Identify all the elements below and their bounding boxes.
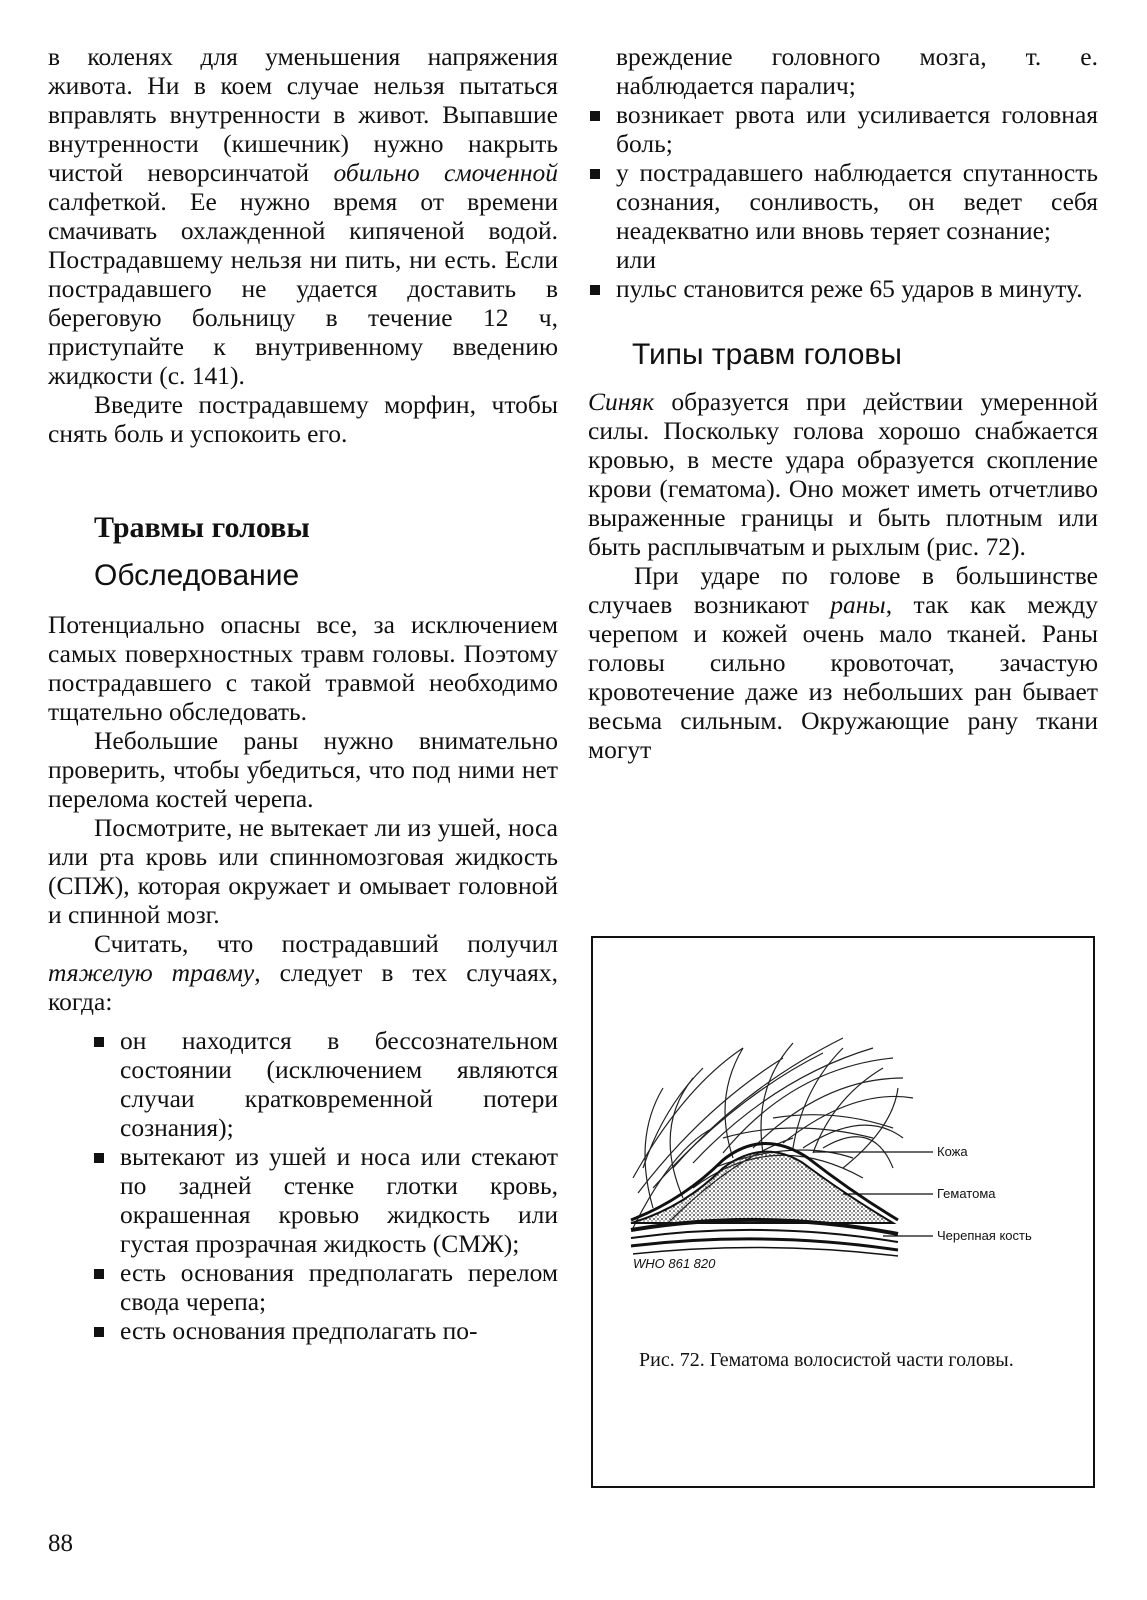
right-column xyxy=(588,42,1098,764)
paragraph: При ударе по голове в большинстве случаев возникают раны, так как между черепом и кожей очень мало тканей. Раны головы сильно кровоточат, зачастую кровотечение даже из небольших ран бывает весьма сильным. Окружающие рану ткани могут xyxy=(588,561,1098,764)
paragraph: вреждение головного мозга, т. е. наблюдается паралич; xyxy=(616,42,1098,100)
list-item: есть основания предполагать перелом свода черепа; xyxy=(92,1258,558,1316)
list-item: пульс становится реже 65 ударов в минуту. xyxy=(588,274,1098,303)
label-skin: Кожа xyxy=(937,1144,968,1159)
section-title: Травмы головы xyxy=(94,511,310,544)
list-item: у пострадавшего наблюдается спутанность сознания, сонливость, он ведет себя неадекватно или вновь теряет сознание; xyxy=(588,158,1098,245)
figure-code: WHO 861 820 xyxy=(633,1256,716,1271)
paragraph: Синяк образуется при действии умеренной силы. Поскольку голова хорошо снабжается кровью, в месте удара образуется скопление крови (гематома). Оно может иметь отчетливо выраженные границы и быть плотным или быть расплывчатым и рыхлым (рис. 72). xyxy=(588,387,1098,561)
hematoma-illustration xyxy=(593,938,1097,1490)
left-column xyxy=(48,42,558,1345)
list-item: возникает рвота или усиливается головная боль; xyxy=(588,100,1098,158)
or-text: или xyxy=(616,245,657,274)
subsection-title: Типы травм головы xyxy=(632,338,902,371)
list-item: вытекают из ушей и носа или стекают по задней стенке глотки кровь, окрашенная кровью жидкость или густая прозрачная жидкость (СМЖ); xyxy=(92,1142,558,1258)
paragraph: Посмотрите, не вытекает ли из ушей, носа или рта кровь или спинномозговая жидкость (СПЖ), которая окружает и омывает головной и спинной мозг. xyxy=(48,813,558,929)
paragraph: в коленях для уменьшения напряжения живота. Ни в коем случае нельзя пытаться вправлять внутренности в живот. Выпавшие внутренности (кишечник) нужно накрыть чистой неворсинчатой обильно смоченной салфеткой. Ее нужно время от времени смачивать охлажденной кипяченой водой. Пострадавшему нельзя ни пить, ни есть. Если пострадавшего не удается доставить в береговую больницу в течение 12 ч, приступайте к внутривенному введению жидкости (с. 141). xyxy=(48,42,559,390)
figure-caption: Рис. 72. Гематома волосистой части головы. xyxy=(639,1349,1014,1371)
criteria-list xyxy=(588,274,1098,303)
list-item: есть основания предполагать по- xyxy=(92,1316,558,1345)
criteria-list xyxy=(588,100,1098,245)
label-bone: Черепная кость xyxy=(937,1228,1032,1243)
paragraph: Небольшие раны нужно внимательно проверить, чтобы убедиться, что под ними нет перелома костей черепа. xyxy=(48,726,558,813)
subsection-title: Обследование xyxy=(94,559,300,592)
paragraph: Потенциально опасны все, за исключением самых поверхностных травм головы. Поэтому пострадавшего с такой травмой необходимо тщательно обследовать. xyxy=(48,610,558,726)
hematoma-shape xyxy=(631,1152,893,1223)
label-hematoma: Гематома xyxy=(937,1186,996,1201)
figure xyxy=(591,936,1095,1488)
page-number: 88 xyxy=(48,1530,73,1557)
paragraph: Введите пострадавшему морфин, чтобы снять боль и успокоить его. xyxy=(48,390,558,448)
paragraph: Считать, что пострадавший получил тяжелую травму, следует в тех случаях, когда: xyxy=(48,929,558,1016)
list-item: он находится в бессознательном состоянии (исключением являются случаи кратковременной потери сознания); xyxy=(92,1026,558,1142)
criteria-list xyxy=(92,1026,558,1345)
